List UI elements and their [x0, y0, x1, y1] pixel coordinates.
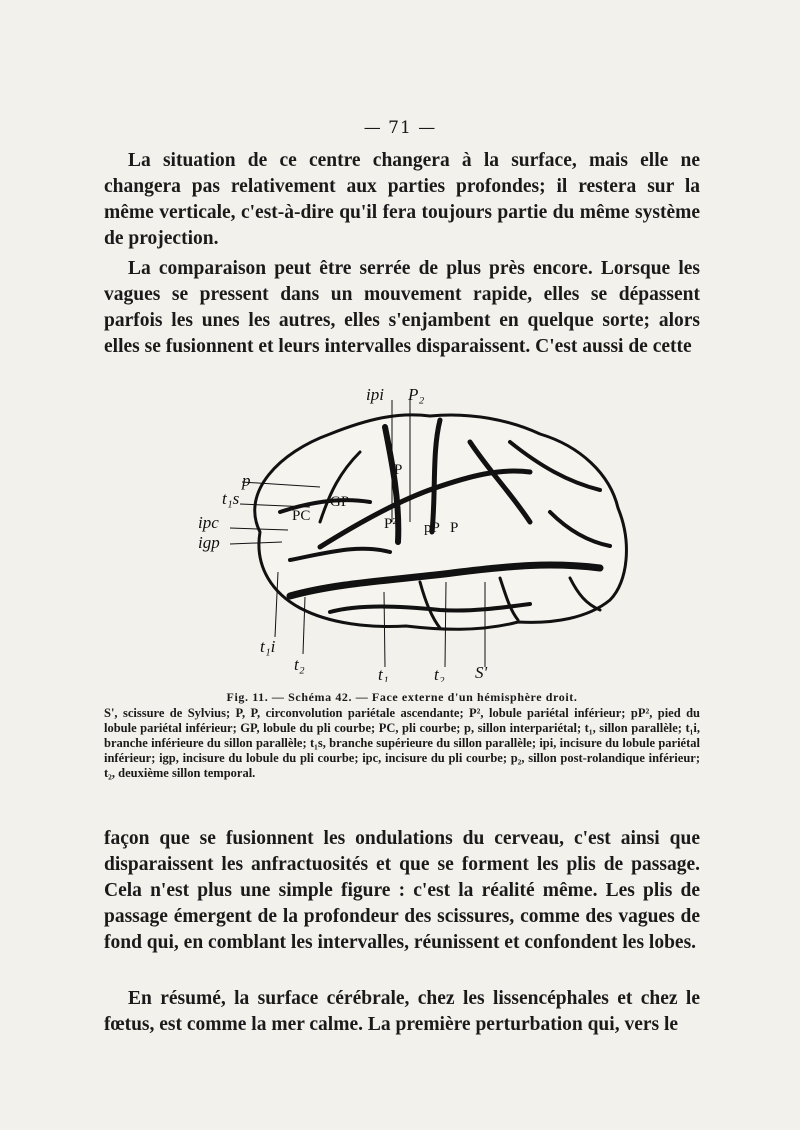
- page-number: — 71 —: [363, 118, 437, 138]
- label-igp: igp: [198, 533, 220, 552]
- label-gp: GP: [330, 494, 350, 510]
- label-s: S': [475, 663, 488, 682]
- label-ipc: ipc: [198, 513, 219, 532]
- label-p-upper: P: [394, 462, 403, 478]
- paragraph-1: La situation de ce centre changera à la surface, mais elle ne changera pas relativement aux parties profondes; il restera sur la même verticale, c'est-à-dire qu'il fera toujours partie du même système de projection.: [104, 150, 700, 249]
- figure-caption: Fig. 11. — Schéma 42. — Face externe d'un hémisphère droit.: [226, 690, 578, 704]
- paragraph-4: En résumé, la surface cérébrale, chez les lissencéphales et chez le fœtus, est comme la mer calme. La première perturbation qui, vers le: [104, 988, 700, 1035]
- label-p-right: P: [450, 520, 459, 536]
- label-p2-top: P₂: [408, 385, 425, 404]
- label-pc: PC: [292, 508, 311, 524]
- hemisphere-outline: [255, 415, 627, 629]
- paragraph-2: La comparaison peut être serrée de plus près encore. Lorsque les vagues se pressent dans un mouvement rapide, elles se dépassent parfois les unes les autres, elles s'enjambent en quelque sorte; alors elles se fusionnent et leurs intervalles disparaissent. C'est aussi de cette: [104, 258, 700, 357]
- label-t1s: t₁s: [222, 489, 240, 508]
- label-p2: P²: [384, 516, 397, 532]
- label-p: p: [242, 471, 251, 490]
- label-pp: pP: [424, 520, 440, 536]
- label-t1i: t₁i: [260, 637, 276, 656]
- figure-legend: S', scissure de Sylvius; P, P, circonvolution pariétale ascendante; P², lobule pariétal inférieur; pP², pied du lobule pariétal inférieur; GP, lobule du pli courbe; PC, pli courbe; p, sillon interpariétal; t₁, sillon parallèle; t₁i, branche inférieure du sillon parallèle; t₁s, branche supérieure du sillon parallèle; ipi, incisure du lobule pariétal inférieur; igp, incisure du lobule du pli courbe; ipc, incisure du pli courbe; p₂, sillon post-rolandique inférieur; t₂, deuxième sillon temporal.: [104, 706, 700, 780]
- label-t2-left: t₂: [294, 655, 305, 674]
- label-t1: t₁: [378, 665, 389, 682]
- brain-hemisphere-figure: [170, 382, 660, 682]
- brain-diagram: [170, 382, 660, 682]
- label-ipi: ipi: [366, 385, 384, 404]
- paragraph-3: façon que se fusionnent les ondulations du cerveau, c'est ainsi que disparaissent les anfractuosités et que se forment les plis de passage. Cela n'est plus une simple figure : c'est la réalité même. Les plis de passage émergent de la profondeur des scissures, comme des vagues de fond qui, en comblant les intervalles, réunissent et confondent les lobes.: [104, 828, 700, 953]
- label-t2-right: t₂: [434, 665, 445, 682]
